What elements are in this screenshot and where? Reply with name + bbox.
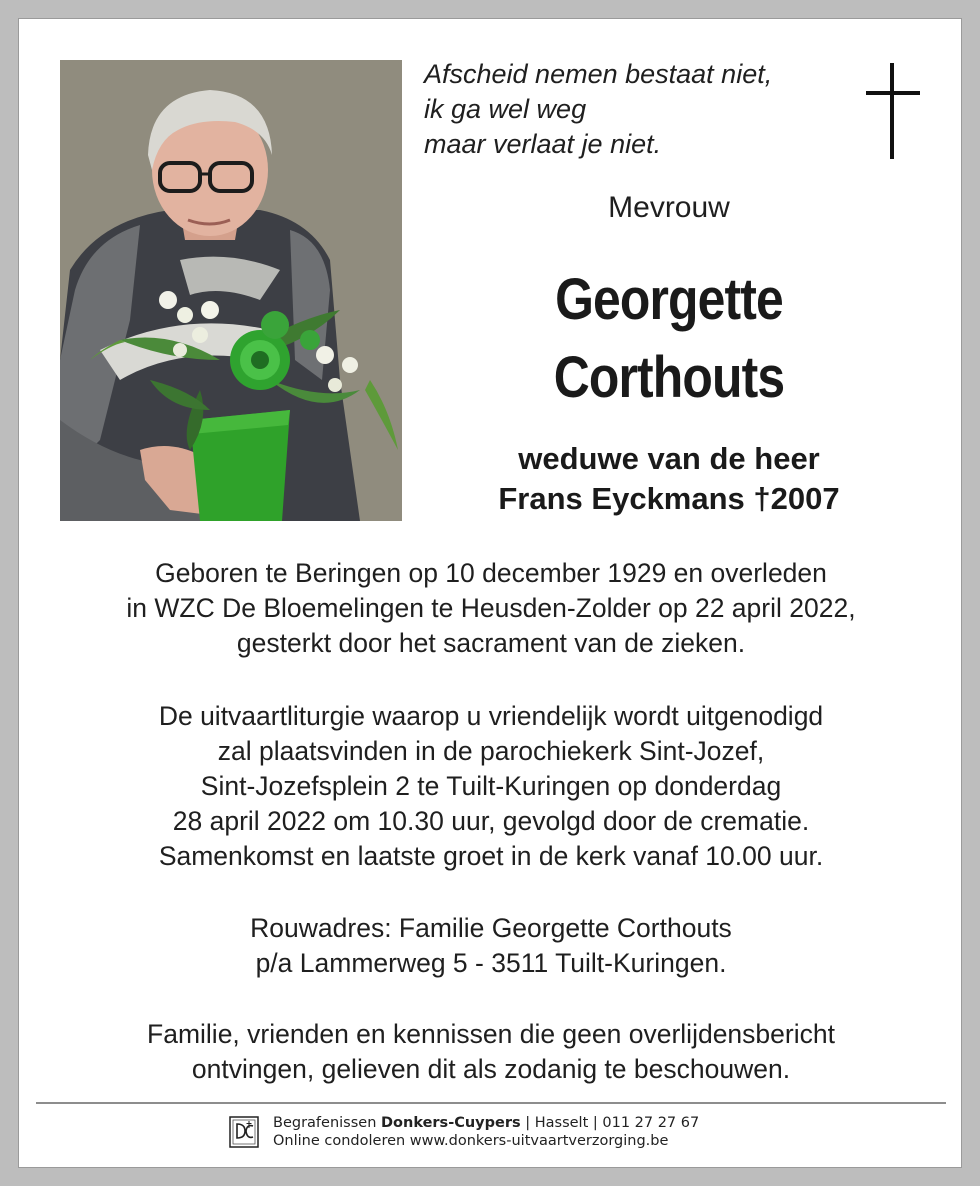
- paragraph-line: zal plaatsvinden in de parochiekerk Sint-Jozef,: [217, 736, 765, 766]
- spouse-line-1: weduwe van de heer: [518, 441, 820, 476]
- paragraph-line: gesterkt door het sacrament van de zieken.: [236, 628, 746, 658]
- footer-prefix: Begrafenissen: [273, 1115, 381, 1131]
- paragraph-line: Samenkomst en laatste groet in de kerk vanaf 10.00 uur.: [158, 841, 824, 871]
- obituary-card: [18, 18, 962, 1168]
- paragraph-line: ontvingen, gelieven dit als zodanig te beschouwen.: [191, 1054, 791, 1084]
- paragraph-line: p/a Lammerweg 5 - 3511 Tuilt-Kuringen.: [255, 948, 727, 978]
- funeral-home-logo-icon: [229, 1116, 259, 1148]
- paragraph-line: 28 april 2022 om 10.30 uur, gevolgd door de crematie.: [172, 806, 810, 836]
- footer-contact: | Hasselt | 011 27 27 67: [520, 1115, 700, 1131]
- footer-text: [273, 1114, 699, 1150]
- honorific: Mevrouw: [608, 191, 730, 224]
- paragraph-line: Rouwadres: Familie Georgette Corthouts: [250, 913, 732, 943]
- company-name: Donkers-Cuypers: [381, 1115, 521, 1131]
- footer: [229, 1112, 699, 1152]
- footer-divider: [36, 1102, 946, 1104]
- last-name: Corthouts: [553, 345, 785, 410]
- paragraph-line: in WZC De Bloemelingen te Heusden-Zolder op 22 april 2022,: [126, 593, 856, 623]
- ceremony-paragraph: [19, 699, 963, 874]
- verse-line: maar verlaat je niet.: [424, 129, 662, 159]
- deceased-name: [471, 261, 867, 417]
- opening-verse: [424, 57, 844, 162]
- birth-death-paragraph: [19, 556, 963, 661]
- spouse-line-2: Frans Eyckmans †2007: [498, 481, 840, 516]
- verse-line: ik ga wel weg: [424, 94, 587, 124]
- verse-line: Afscheid nemen bestaat niet,: [424, 59, 773, 89]
- paragraph-line: Familie, vrienden en kennissen die geen overlijdensbericht: [147, 1019, 835, 1049]
- mourning-address-paragraph: [19, 911, 963, 981]
- paragraph-line: Sint-Jozefsplein 2 te Tuilt-Kuringen op donderdag: [200, 771, 782, 801]
- portrait-photo: [60, 60, 402, 521]
- footer-line-1: [273, 1114, 699, 1132]
- paragraph-line: Geboren te Beringen op 10 december 1929 en overleden: [155, 558, 827, 588]
- notice-paragraph: [19, 1017, 963, 1087]
- spouse-info: [419, 439, 919, 519]
- footer-line-2[interactable]: Online condoleren www.donkers-uitvaartverzorging.be: [273, 1133, 669, 1149]
- latin-cross-icon: [864, 61, 924, 161]
- paragraph-line: De uitvaartliturgie waarop u vriendelijk wordt uitgenodigd: [158, 701, 824, 731]
- first-name: Georgette: [555, 267, 783, 332]
